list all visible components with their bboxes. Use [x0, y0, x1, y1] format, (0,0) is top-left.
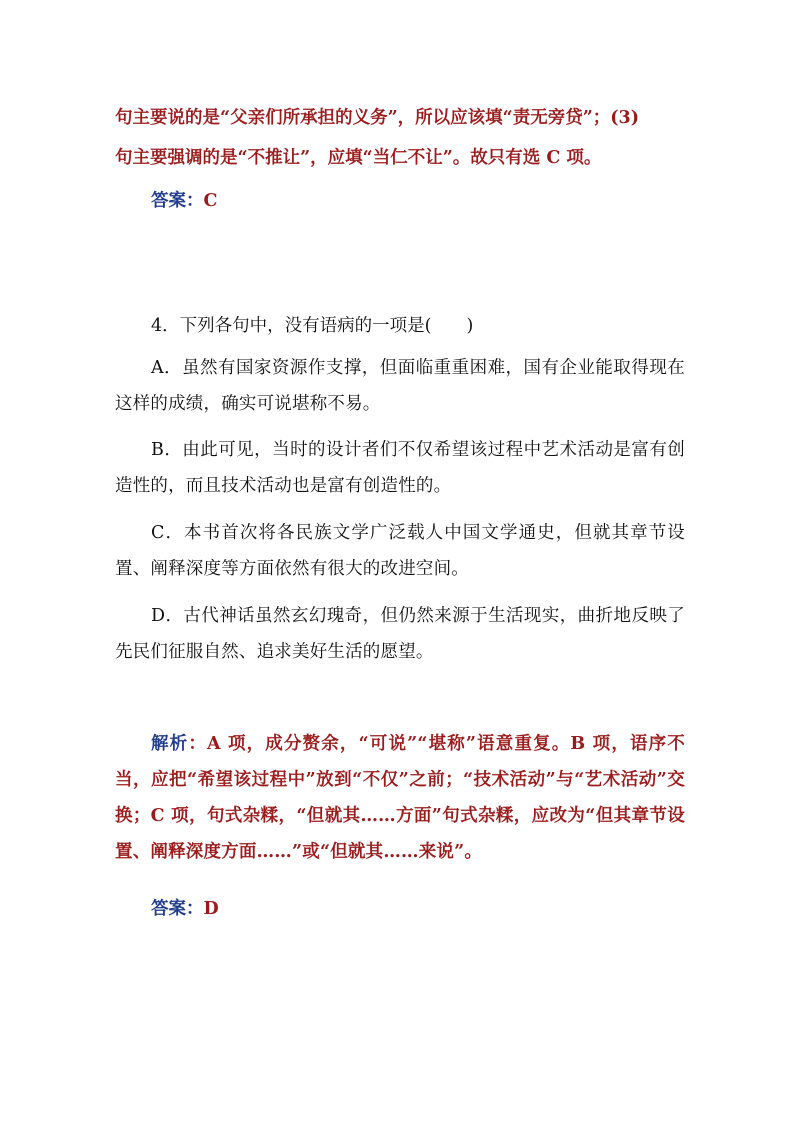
option-b: B．由此可见，当时的设计者们不仅希望该过程中艺术活动是富有创造性的，而且技术活动也是富有创造性的。 [115, 440, 685, 496]
explanation-label: 解析 [151, 734, 189, 754]
prev-explanation-line-1: 句主要说的是“父亲们所承担的义务”，所以应该填“责无旁贷”；(3) [115, 108, 639, 128]
question-stem: 4．下列各句中，没有语病的一项是( ) [151, 316, 474, 336]
option-a: A．虽然有国家资源作支撑，但面临重重困难，国有企业能取得现在这样的成绩，确实可说堪称不易。 [115, 358, 685, 414]
prev-answer-value: C [203, 191, 218, 211]
option-d: D．古代神话虽然玄幻瑰奇，但仍然来源于生活现实，曲折地反映了先民们征服自然、追求美好生活的愿望。 [115, 606, 685, 662]
prev-explanation-line-2: 句主要强调的是“不推让”，应填“当仁不让”。故只有选 C 项。 [115, 148, 602, 168]
explanation [115, 726, 685, 870]
answer-label: 答案： [151, 899, 204, 919]
answer-value: D [203, 899, 219, 919]
explanation-text: ：A 项，成分赘余，“可说”“堪称”语意重复。B 项，语序不当，应把“希望该过程中”放到“不仅”之前；“技术活动”与“艺术活动”交换；C 项，句式杂糅，“但就其……方面”句式杂糅，应改为“但其章节设置、阐释深度方面……”或“但就其……来说”。 [115, 734, 685, 862]
answer [151, 891, 219, 927]
option-c: C．本书首次将各民族文学广泛载人中国文学通史，但就其章节设置、阐释深度等方面依然有很大的改进空间。 [115, 523, 685, 579]
prev-answer-label: 答案： [151, 191, 204, 211]
prev-answer [151, 183, 217, 219]
